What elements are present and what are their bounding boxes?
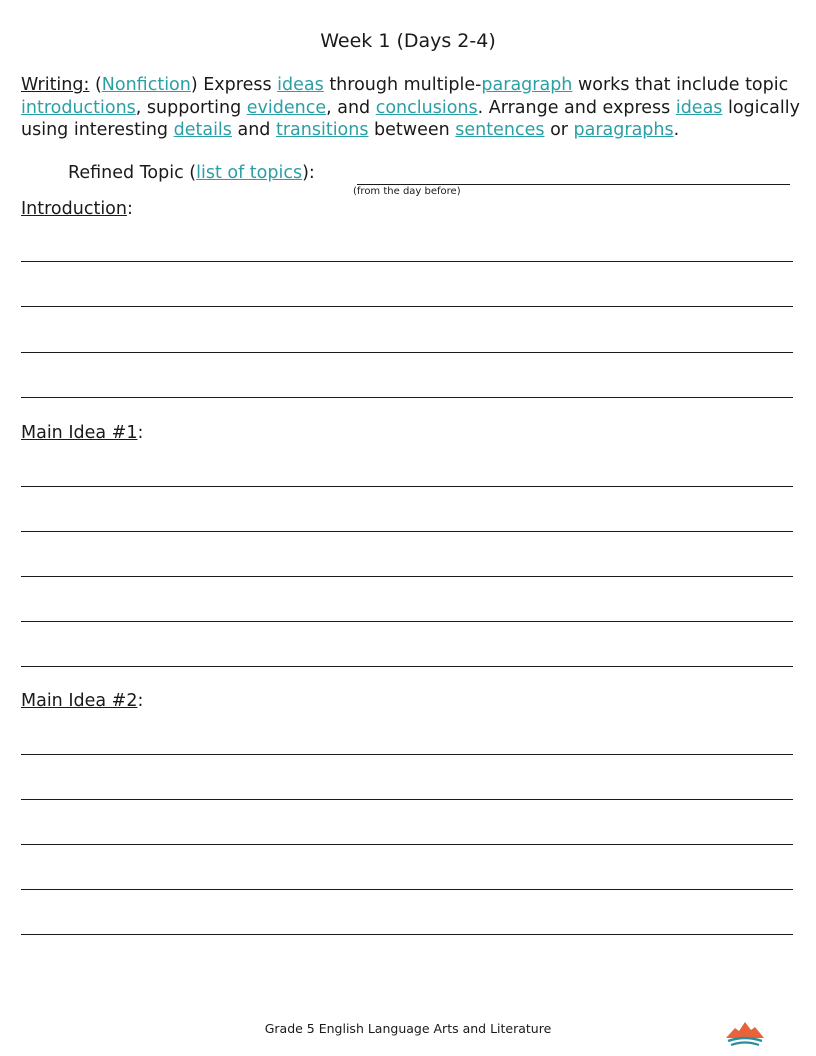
heading-colon: : xyxy=(126,199,133,219)
main-idea-1-write-line[interactable] xyxy=(21,486,793,487)
introduction-write-line[interactable] xyxy=(21,397,793,398)
objective-text: . Arrange and express xyxy=(477,97,676,118)
link-sentences[interactable]: sentences xyxy=(455,120,545,140)
introduction-write-line[interactable] xyxy=(21,352,793,353)
main-idea-1-write-line[interactable] xyxy=(21,576,793,577)
objective-text: ) Express xyxy=(190,75,278,95)
link-ideas[interactable]: ideas xyxy=(277,75,324,95)
main-idea-2-heading xyxy=(21,691,143,711)
main-idea-2-write-line[interactable] xyxy=(21,754,793,755)
link-nonfiction[interactable]: Nonfiction xyxy=(101,75,191,95)
introduction-heading xyxy=(21,199,133,219)
page-footer: Grade 5 English Language Arts and Literature xyxy=(264,1021,552,1036)
objective-text: . xyxy=(673,120,680,140)
heading-colon: : xyxy=(137,423,144,443)
objective-text: between xyxy=(368,120,456,140)
link-conclusions[interactable]: conclusions xyxy=(375,97,478,118)
main-idea-1-heading xyxy=(21,423,143,443)
main-idea-1-write-line[interactable] xyxy=(21,621,793,622)
main-idea-2-write-line[interactable] xyxy=(21,799,793,800)
refined-topic-label xyxy=(68,163,315,183)
introduction-write-line[interactable] xyxy=(21,306,793,307)
publisher-logo-icon xyxy=(724,1018,766,1048)
link-evidence[interactable]: evidence xyxy=(246,97,327,118)
link-transitions[interactable]: transitions xyxy=(275,120,369,140)
link-ideas[interactable]: ideas xyxy=(675,97,723,118)
topic-label-start: Refined Topic ( xyxy=(68,163,197,183)
writing-label: Writing: xyxy=(21,75,90,95)
objective-text: works that include topic xyxy=(572,75,789,95)
objective-text: ( xyxy=(89,75,102,95)
topic-note: (from the day before) xyxy=(353,186,461,197)
link-details[interactable]: details xyxy=(173,120,232,140)
page-title: Week 1 (Days 2-4) xyxy=(320,30,496,52)
refined-topic-write-line[interactable] xyxy=(357,184,790,185)
link-paragraph[interactable]: paragraph xyxy=(481,75,573,95)
objective-text: , supporting xyxy=(135,97,247,118)
introduction-label: Introduction xyxy=(21,199,127,219)
main-idea-2-write-line[interactable] xyxy=(21,889,793,890)
objective-text: and xyxy=(231,120,276,140)
link-list-of-topics[interactable]: list of topics xyxy=(196,163,303,183)
objective-text: , and xyxy=(326,97,376,118)
link-paragraphs[interactable]: paragraphs xyxy=(573,120,674,140)
main-idea-2-label: Main Idea #2 xyxy=(21,691,138,711)
main-idea-2-write-line[interactable] xyxy=(21,844,793,845)
objective-text: through multiple- xyxy=(323,75,482,95)
writing-objective xyxy=(21,74,801,142)
objective-text: logically using interesting xyxy=(21,97,800,140)
topic-label-end: ): xyxy=(302,163,315,183)
link-introductions[interactable]: introductions xyxy=(21,97,136,118)
main-idea-1-write-line[interactable] xyxy=(21,666,793,667)
heading-colon: : xyxy=(137,691,144,711)
main-idea-1-write-line[interactable] xyxy=(21,531,793,532)
introduction-write-line[interactable] xyxy=(21,261,793,262)
main-idea-2-write-line[interactable] xyxy=(21,934,793,935)
objective-text: or xyxy=(544,120,574,140)
main-idea-1-label: Main Idea #1 xyxy=(21,423,138,443)
